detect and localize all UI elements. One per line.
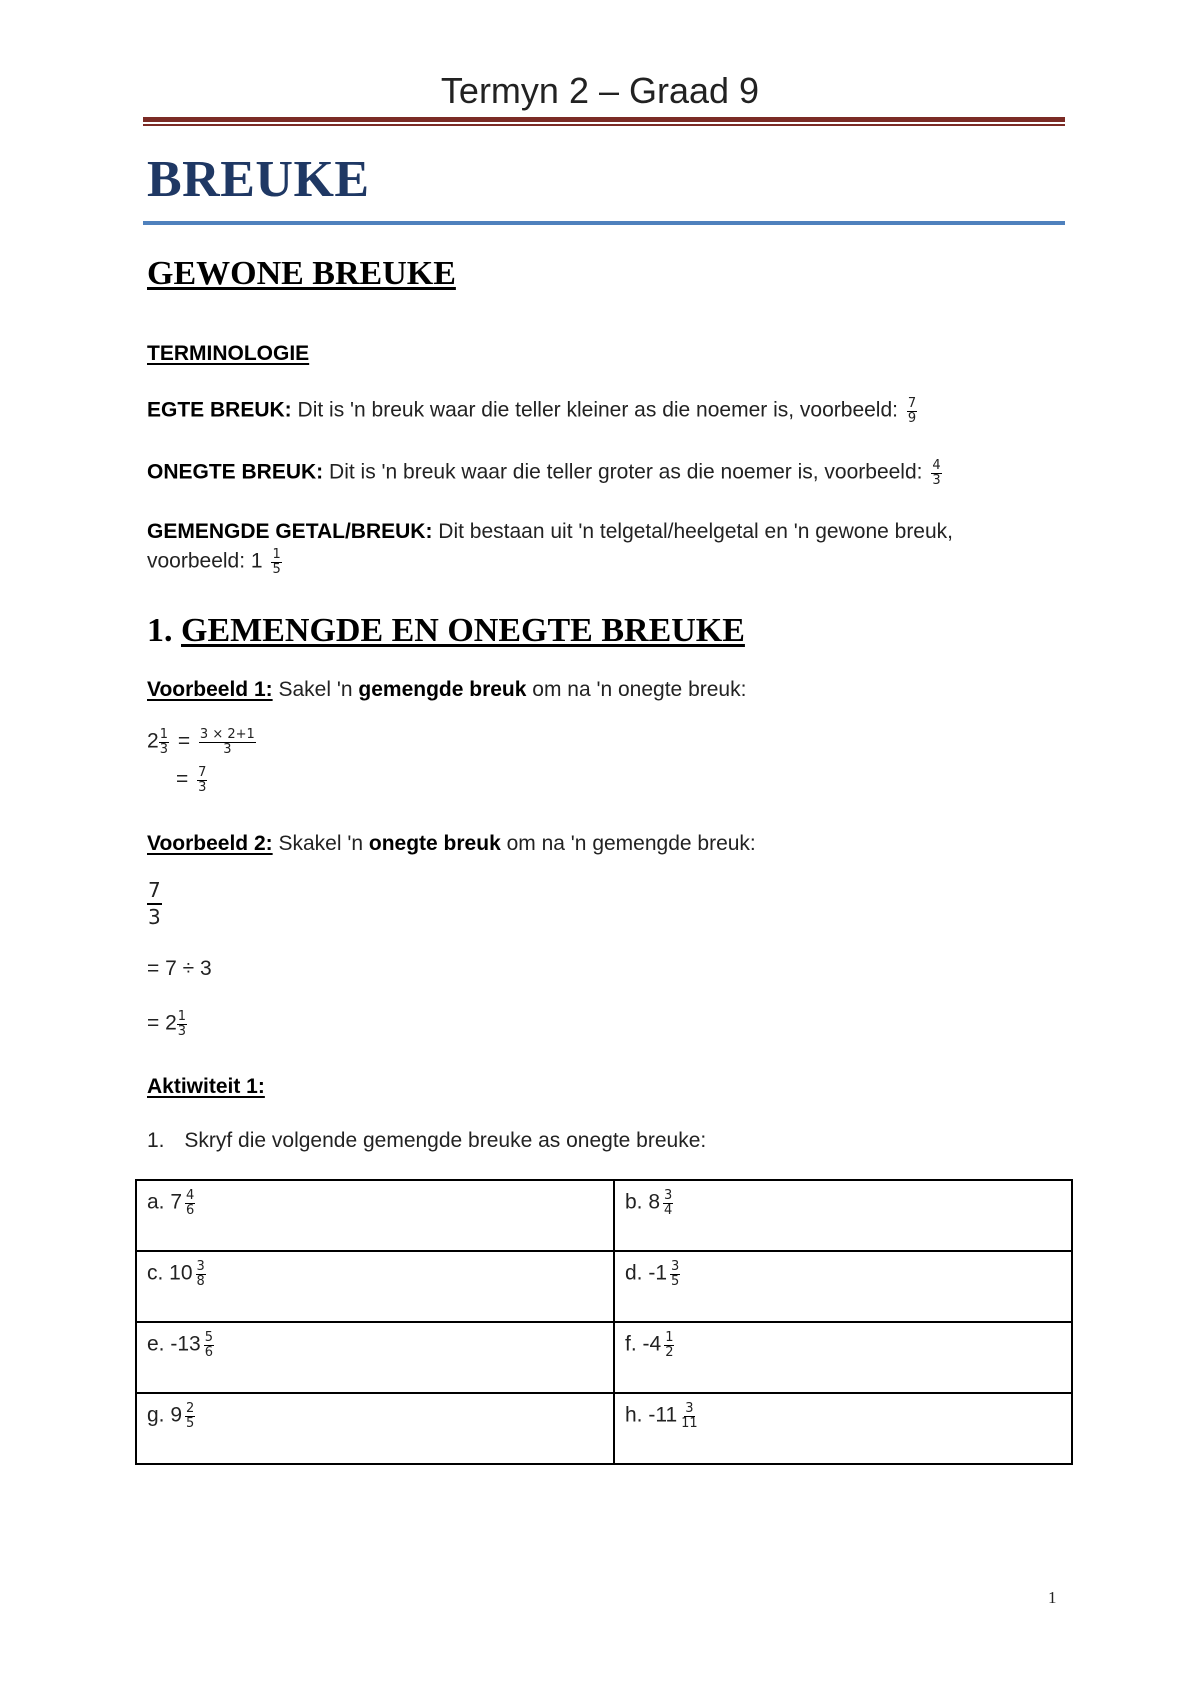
- fraction-numerator: 7: [198, 765, 207, 780]
- item-label: f. -4: [625, 1332, 662, 1356]
- section-number: 1.: [147, 612, 173, 649]
- voorbeeld-pre: Sakel 'n: [278, 678, 353, 701]
- fraction-denominator: 5: [272, 561, 281, 577]
- fraction-denominator: 9: [907, 410, 917, 426]
- instruction-number: 1.: [147, 1129, 165, 1152]
- fraction-numerator: 3: [196, 1259, 205, 1274]
- fraction-numerator: 5: [204, 1330, 213, 1345]
- fraction-numerator: 3: [685, 1401, 694, 1416]
- table-cell: [136, 1180, 614, 1251]
- fraction-numerator: 3 × 2+1: [199, 727, 255, 742]
- fraction-denominator: 6: [204, 1344, 213, 1360]
- result-prefix: = 2: [147, 1011, 177, 1035]
- table-row: [136, 1251, 1072, 1322]
- fraction-numerator: 1: [665, 1330, 674, 1345]
- example-fraction: [931, 459, 941, 487]
- table-cell: [614, 1180, 1072, 1251]
- item-label: h. -11: [625, 1403, 678, 1427]
- aktiwiteit-instruction: [147, 1129, 706, 1153]
- section-heading-1: [147, 612, 745, 650]
- item-fraction: [670, 1260, 680, 1288]
- fraction-numerator: 3: [664, 1188, 673, 1203]
- voorbeeld-bold: onegte breuk: [368, 832, 501, 855]
- voorbeeld-post: om na 'n onegte breuk:: [532, 678, 747, 701]
- fraction-numerator: 7: [907, 396, 917, 411]
- section-heading-gewone-breuke: GEWONE BREUKE: [147, 255, 456, 292]
- instruction-text: Skryf die volgende gemengde breuke as onegte breuke:: [184, 1129, 707, 1152]
- improper-fraction-display: [147, 878, 162, 930]
- fraction-numerator: 7: [147, 878, 162, 905]
- definition-onegte-breuk: [147, 459, 945, 487]
- aktiwiteit-heading: Aktiwiteit 1:: [147, 1075, 265, 1098]
- item-label: e. -13: [147, 1332, 201, 1356]
- header-rule: [143, 117, 1065, 122]
- fraction-numerator: 4: [186, 1188, 195, 1203]
- fraction-denominator: 5: [671, 1273, 680, 1289]
- table-cell: [614, 1251, 1072, 1322]
- voorbeeld-label: Voorbeeld 2:: [147, 832, 273, 855]
- section-title: GEMENGDE EN ONEGTE BREUKE: [181, 612, 745, 649]
- item-label: c. 10: [147, 1261, 193, 1285]
- expression-fraction: [199, 728, 256, 756]
- division-result: [147, 1010, 190, 1038]
- title-rule: [143, 221, 1065, 225]
- fraction-denominator: 3: [159, 741, 168, 757]
- page-title: BREUKE: [147, 151, 370, 208]
- item-label: a. 7: [147, 1190, 183, 1214]
- terminologie-heading: TERMINOLOGIE: [147, 342, 310, 365]
- item-fraction: [185, 1189, 195, 1217]
- activity-table: [135, 1179, 1073, 1465]
- fraction-numerator: 1: [272, 547, 281, 562]
- page-number: 1: [1048, 1588, 1057, 1607]
- example-fraction: [271, 548, 281, 576]
- item-label: d. -1: [625, 1261, 668, 1285]
- item-label: b. 8: [625, 1190, 661, 1214]
- voorbeeld-label: Voorbeeld 1:: [147, 678, 273, 701]
- item-fraction: [204, 1331, 214, 1359]
- equals-sign: =: [177, 729, 191, 753]
- mixed-whole: 2: [147, 729, 159, 753]
- item-fraction: [196, 1260, 206, 1288]
- fraction-denominator: 3: [932, 472, 941, 488]
- table-cell: [136, 1393, 614, 1464]
- table-row: [136, 1393, 1072, 1464]
- voorbeeld-bold: gemengde breuk: [358, 678, 527, 701]
- fraction-numerator: 3: [671, 1259, 680, 1274]
- fraction-denominator: 2: [665, 1344, 674, 1360]
- voorbeeld-2: [147, 832, 756, 856]
- voorbeeld-1: [147, 678, 746, 702]
- result-fraction: [197, 766, 207, 794]
- fraction-denominator: 11: [681, 1415, 698, 1431]
- item-fraction: [663, 1189, 673, 1217]
- voorbeeld-pre: Skakel 'n: [278, 832, 364, 855]
- fraction-denominator: 3: [177, 1023, 187, 1039]
- example-fraction: [907, 397, 917, 425]
- running-header: Termyn 2 – Graad 9: [440, 70, 760, 111]
- fraction-numerator: 2: [186, 1401, 195, 1416]
- equals-sign: =: [176, 767, 189, 791]
- fraction-denominator: 3: [148, 905, 161, 929]
- fraction-denominator: 5: [186, 1415, 195, 1431]
- table-row: [136, 1322, 1072, 1393]
- table-cell: [136, 1322, 614, 1393]
- definition-label: ONEGTE BREUK:: [147, 460, 324, 484]
- fraction-numerator: 1: [159, 727, 168, 742]
- worked-example-line-2: [176, 766, 210, 794]
- fraction-denominator: 4: [664, 1202, 673, 1218]
- fraction-denominator: 3: [223, 741, 232, 757]
- improper-fraction: [147, 878, 162, 930]
- definition-label: EGTE BREUK:: [147, 398, 292, 422]
- fraction-denominator: 3: [198, 779, 207, 795]
- item-fraction: [664, 1331, 674, 1359]
- mixed-fraction: [159, 728, 169, 756]
- table-cell: [614, 1322, 1072, 1393]
- worked-example-line-1: [147, 728, 259, 756]
- definition-text: Dit bestaan uit 'n telgetal/heelgetal en 'n gewone breuk,: [438, 520, 954, 543]
- definition-gemengde-getal: [147, 520, 953, 544]
- item-fraction: [680, 1402, 699, 1430]
- fraction-denominator: 6: [186, 1202, 195, 1218]
- item-fraction: [185, 1402, 195, 1430]
- example-text: voorbeeld: 1: [147, 549, 263, 573]
- definition-label: GEMENGDE GETAL/BREUK:: [147, 520, 433, 543]
- fraction-numerator: 4: [932, 458, 941, 473]
- fraction-numerator: 1: [177, 1009, 187, 1024]
- division-step: = 7 ÷ 3: [147, 957, 212, 980]
- table-cell: [614, 1393, 1072, 1464]
- fraction-denominator: 8: [196, 1273, 205, 1289]
- definition-text: Dit is 'n breuk waar die teller groter as die noemer is, voorbeeld:: [329, 460, 923, 484]
- header-rule-secondary: [143, 124, 1065, 126]
- definition-egte-breuk: [147, 397, 920, 425]
- voorbeeld-post: om na 'n gemengde breuk:: [506, 832, 756, 855]
- item-label: g. 9: [147, 1403, 183, 1427]
- definition-gemengde-example: [147, 548, 285, 576]
- table-row: [136, 1180, 1072, 1251]
- result-fraction: [177, 1010, 187, 1038]
- definition-text: Dit is 'n breuk waar die teller kleiner as die noemer is, voorbeeld:: [297, 398, 898, 422]
- table-cell: [136, 1251, 614, 1322]
